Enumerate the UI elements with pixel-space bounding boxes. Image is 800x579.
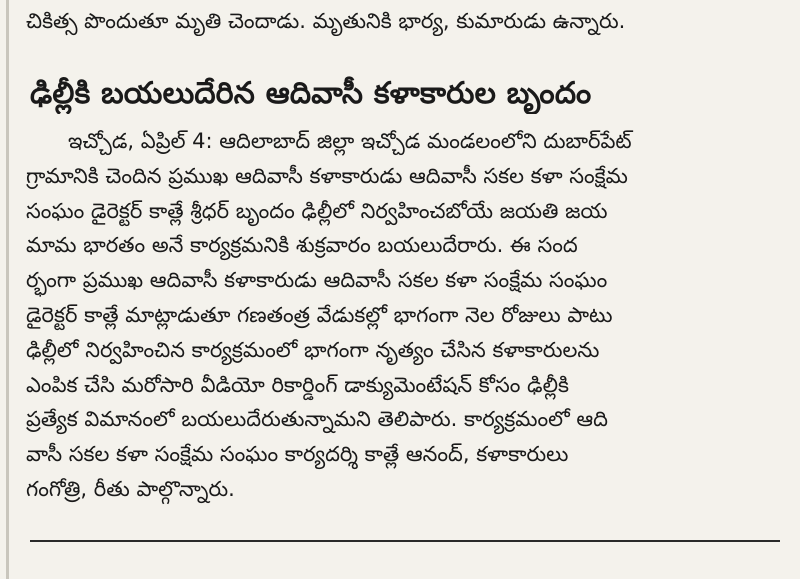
next-headline-cropped	[96, 563, 716, 579]
body-line: సంఘం డైరెక్టర్ కాత్లే శ్రీధర్ బృందం ఢిల్లీలో నిర్వహించబోయే జయతి జయ	[26, 198, 608, 223]
body-line: డైరెక్టర్ కాత్లే మాట్లాడుతూ గణతంత్ర వేడుకల్లో భాగంగా నెల రోజులు పాటు	[26, 302, 613, 327]
previous-article-tail: చికిత్స పొందుతూ మృతి చెందాడు. మృతునికి భార్య, కుమారుడు ఉన్నారు.	[26, 9, 626, 33]
body-line: ర్భంగా ప్రముఖ ఆదివాసీ కళాకారుడు ఆదివాసీ సకల కళా సంక్షేమ సంఘం	[26, 268, 608, 293]
body-line: మామ భారతం అనే కార్యక్రమనికి శుక్రవారం బయలుదేరారు. ఈ సంద	[26, 233, 578, 258]
body-line: ఢిల్లీలో నిర్వహించిన కార్యక్రమంలో భాగంగా నృత్యం చేసిన కళాకారులను	[26, 337, 600, 362]
body-line: ఇచ్చోడ, ఏప్రిల్ 4: ఆదిలాబాద్ జిల్లా ఇచ్చోడ మండలంలోని దుబార్‌పేట్	[68, 129, 632, 153]
body-line: ప్రత్యేక విమానంలో బయలుదేరుతున్నామని తెలిపారు. కార్యక్రమంలో ఆది	[26, 407, 608, 432]
article-headline: ఢిల్లీకి బయలుదేరిన ఆదివాసీ కళాకారుల బృందం	[30, 76, 592, 111]
column-rule	[6, 0, 9, 579]
body-line: గ్రామానికి చెందిన ప్రముఖ ఆదివాసీ కళాకారుడు ఆదివాసీ సకల కళా సంక్షేమ	[26, 163, 628, 188]
body-line: వాసీ సకల కళా సంక్షేమ సంఘం కార్యదర్శి కాత్లే ఆనంద్, కళాకారులు	[26, 442, 569, 467]
body-line: గంగోత్రి, రీతు పాల్గొన్నారు.	[26, 476, 235, 501]
article-separator	[30, 540, 780, 542]
article-body	[26, 124, 786, 507]
body-line: ఎంపిక చేసి మరోసారి వీడియో రికార్డింగ్ డాక్యుమెంటేషన్ కోసం ఢిల్లీకి	[26, 372, 569, 397]
